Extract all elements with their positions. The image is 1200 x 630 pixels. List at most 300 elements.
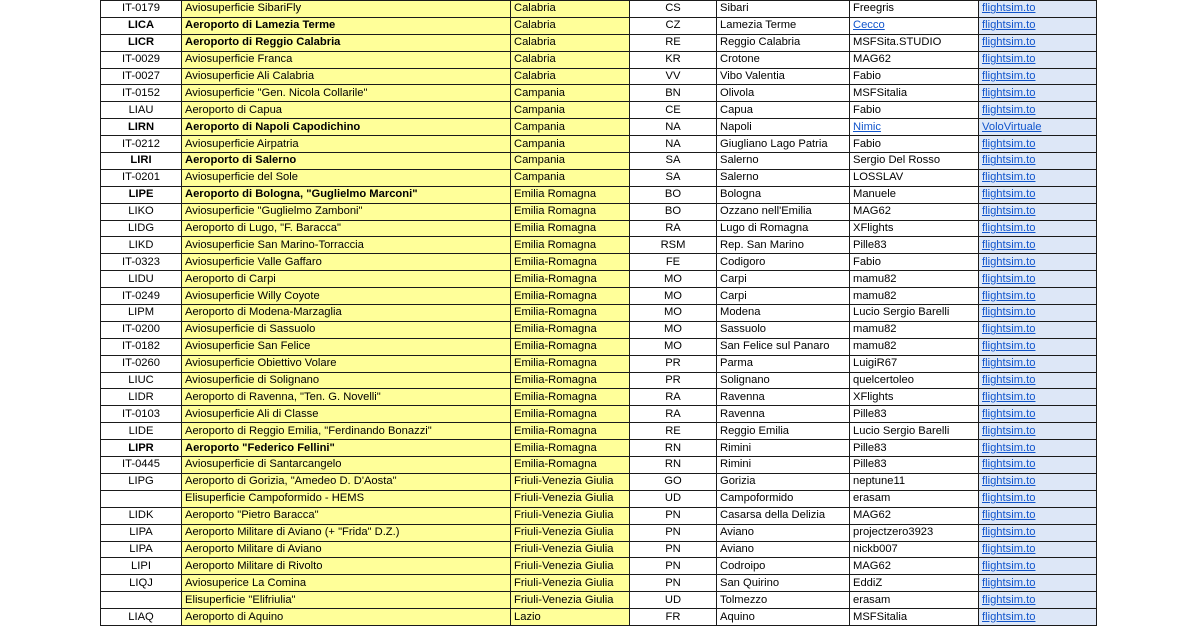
icao-cell: IT-0200: [101, 321, 182, 338]
download-link[interactable]: flightsim.to: [982, 19, 1036, 32]
table-row: [101, 490, 1097, 507]
icao-cell: IT-0027: [101, 68, 182, 85]
province-cell: MO: [630, 288, 717, 305]
city-cell: Ozzano nell'Emilia: [717, 203, 850, 220]
icao-cell: LIPI: [101, 558, 182, 575]
author-cell: MAG62: [850, 507, 979, 524]
table-row: [101, 186, 1097, 203]
city-cell: Salerno: [717, 153, 850, 170]
table-row: [101, 203, 1097, 220]
download-link-cell: [979, 85, 1097, 102]
icao-cell: LIDE: [101, 423, 182, 440]
download-link[interactable]: flightsim.to: [982, 492, 1036, 505]
city-cell: Reggio Emilia: [717, 423, 850, 440]
author-cell: nickb007: [850, 541, 979, 558]
download-link-cell: [979, 490, 1097, 507]
city-cell: Aviano: [717, 541, 850, 558]
author-cell: LuigiR67: [850, 355, 979, 372]
download-link[interactable]: flightsim.to: [982, 272, 1036, 285]
airport-name-cell: Aeroporto di Aquino: [182, 609, 511, 626]
download-link[interactable]: flightsim.to: [982, 475, 1036, 488]
icao-cell: IT-0182: [101, 338, 182, 355]
download-link[interactable]: flightsim.to: [982, 103, 1036, 116]
download-link[interactable]: flightsim.to: [982, 70, 1036, 82]
region-cell: Calabria: [511, 17, 630, 34]
table-row: [101, 440, 1097, 457]
author-cell: projectzero3923: [850, 524, 979, 541]
city-cell: Reggio Calabria: [717, 34, 850, 51]
airport-name-cell: Aeroporto di Lamezia Terme: [182, 17, 511, 34]
province-cell: BN: [630, 85, 717, 102]
download-link[interactable]: flightsim.to: [982, 86, 1036, 99]
author-cell: MSFSitalia: [850, 85, 979, 102]
airport-name-cell: Aviosuperficie Ali Calabria: [182, 68, 511, 85]
author-cell: EddiZ: [850, 575, 979, 592]
airport-name-cell: Aviosuperficie di Solignano: [182, 372, 511, 389]
author-cell: MAG62: [850, 51, 979, 68]
download-link-cell: [979, 102, 1097, 119]
icao-cell: IT-0260: [101, 355, 182, 372]
airport-name-cell: Aeroporto di Salerno: [182, 153, 511, 170]
author-cell: Fabio: [850, 136, 979, 153]
region-cell: Campania: [511, 169, 630, 186]
download-link-cell: [979, 186, 1097, 203]
city-cell: Carpi: [717, 288, 850, 305]
region-cell: Emilia Romagna: [511, 237, 630, 254]
download-link[interactable]: flightsim.to: [982, 340, 1036, 353]
table-row: [101, 85, 1097, 102]
table-row: [101, 102, 1097, 119]
download-link-cell: [979, 423, 1097, 440]
city-cell: Crotone: [717, 51, 850, 68]
region-cell: Emilia-Romagna: [511, 406, 630, 423]
airport-name-cell: Aeroporto Militare di Aviano (+ "Frida" D.Z.): [182, 524, 511, 541]
table-row: [101, 473, 1097, 490]
icao-cell: LIPG: [101, 473, 182, 490]
region-cell: Campania: [511, 153, 630, 170]
author-cell: MAG62: [850, 203, 979, 220]
table-row: [101, 609, 1097, 626]
icao-cell: IT-0029: [101, 51, 182, 68]
airport-name-cell: Aviosuperficie "Gen. Nicola Collarile": [182, 85, 511, 102]
download-link[interactable]: flightsim.to: [982, 526, 1036, 539]
province-cell: UD: [630, 592, 717, 609]
download-link-cell: [979, 592, 1097, 609]
table-row: [101, 305, 1097, 322]
province-cell: MO: [630, 305, 717, 322]
city-cell: Sibari: [717, 1, 850, 18]
airport-name-cell: Aviosuperficie Franca: [182, 51, 511, 68]
download-link-cell: [979, 406, 1097, 423]
city-cell: San Felice sul Panaro: [717, 338, 850, 355]
city-cell: Modena: [717, 305, 850, 322]
airport-name-cell: Aeroporto Militare di Aviano: [182, 541, 511, 558]
icao-cell: LIAQ: [101, 609, 182, 626]
city-cell: Codigoro: [717, 254, 850, 271]
region-cell: Emilia-Romagna: [511, 305, 630, 322]
province-cell: RE: [630, 423, 717, 440]
region-cell: Campania: [511, 85, 630, 102]
author-cell: mamu82: [850, 321, 979, 338]
province-cell: MO: [630, 321, 717, 338]
author-cell: MSFSita.STUDIO: [850, 34, 979, 51]
author-cell: MSFSitalia: [850, 609, 979, 626]
airport-name-cell: Aeroporto di Capua: [182, 102, 511, 119]
airport-name-cell: Aeroporto di Bologna, "Guglielmo Marconi": [182, 186, 511, 203]
download-link-cell: [979, 169, 1097, 186]
author-cell: LOSSLAV: [850, 169, 979, 186]
table-row: [101, 321, 1097, 338]
download-link[interactable]: flightsim.to: [982, 458, 1036, 471]
table-row: [101, 119, 1097, 136]
region-cell: Emilia-Romagna: [511, 288, 630, 305]
author-cell: mamu82: [850, 271, 979, 288]
table-row: [101, 68, 1097, 85]
icao-cell: LIKO: [101, 203, 182, 220]
icao-cell: LICA: [101, 17, 182, 34]
province-cell: PN: [630, 524, 717, 541]
download-link[interactable]: flightsim.to: [982, 559, 1036, 572]
airport-name-cell: Aeroporto di Reggio Emilia, "Ferdinando Bonazzi": [182, 423, 511, 440]
city-cell: Rimini: [717, 440, 850, 457]
download-link-cell: [979, 440, 1097, 457]
region-cell: Emilia-Romagna: [511, 440, 630, 457]
city-cell: Rep. San Marino: [717, 237, 850, 254]
download-link-cell: [979, 271, 1097, 288]
province-cell: PN: [630, 507, 717, 524]
download-link-cell: [979, 68, 1097, 85]
table-row: [101, 1, 1097, 18]
download-link-cell: [979, 389, 1097, 406]
download-link-cell: [979, 34, 1097, 51]
airport-name-cell: Elisuperficie Campoformido - HEMS: [182, 490, 511, 507]
province-cell: RSM: [630, 237, 717, 254]
table-row: [101, 51, 1097, 68]
download-link[interactable]: flightsim.to: [982, 205, 1036, 218]
author-cell: Lucio Sergio Barelli: [850, 305, 979, 322]
table-row: [101, 406, 1097, 423]
region-cell: Emilia-Romagna: [511, 355, 630, 372]
province-cell: PN: [630, 541, 717, 558]
region-cell: Campania: [511, 136, 630, 153]
author-cell: Lucio Sergio Barelli: [850, 423, 979, 440]
download-link[interactable]: flightsim.to: [982, 509, 1036, 522]
download-link[interactable]: flightsim.to: [982, 441, 1036, 454]
download-link-cell: [979, 305, 1097, 322]
airport-name-cell: Aviosuperice La Comina: [182, 575, 511, 592]
city-cell: Solignano: [717, 372, 850, 389]
region-cell: Friuli-Venezia Giulia: [511, 558, 630, 575]
download-link-cell: [979, 609, 1097, 626]
city-cell: Codroipo: [717, 558, 850, 575]
download-link-cell: [979, 473, 1097, 490]
author-cell: erasam: [850, 592, 979, 609]
province-cell: SA: [630, 169, 717, 186]
province-cell: RA: [630, 220, 717, 237]
city-cell: Giugliano Lago Patria: [717, 136, 850, 153]
city-cell: San Quirino: [717, 575, 850, 592]
download-link[interactable]: flightsim.to: [982, 188, 1036, 201]
city-cell: Sassuolo: [717, 321, 850, 338]
airport-name-cell: Aviosuperficie Valle Gaffaro: [182, 254, 511, 271]
province-cell: MO: [630, 338, 717, 355]
city-cell: Bologna: [717, 186, 850, 203]
region-cell: Lazio: [511, 609, 630, 626]
author-cell: Pille83: [850, 406, 979, 423]
city-cell: Casarsa della Delizia: [717, 507, 850, 524]
province-cell: PR: [630, 355, 717, 372]
table-row: [101, 136, 1097, 153]
province-cell: VV: [630, 68, 717, 85]
table-row: [101, 541, 1097, 558]
province-cell: RN: [630, 440, 717, 457]
city-cell: Capua: [717, 102, 850, 119]
icao-cell: LIDK: [101, 507, 182, 524]
author-cell: Fabio: [850, 254, 979, 271]
airport-name-cell: Aeroporto di Carpi: [182, 271, 511, 288]
download-link[interactable]: flightsim.to: [982, 374, 1036, 387]
download-link[interactable]: flightsim.to: [982, 2, 1036, 15]
airport-name-cell: Aeroporto "Federico Fellini": [182, 440, 511, 457]
author-cell: mamu82: [850, 288, 979, 305]
author-cell: Pille83: [850, 440, 979, 457]
download-link-cell: [979, 254, 1097, 271]
airport-name-cell: Aviosuperficie Obiettivo Volare: [182, 355, 511, 372]
download-link[interactable]: flightsim.to: [982, 390, 1036, 403]
icao-cell: LIKD: [101, 237, 182, 254]
author-cell: Freegris: [850, 1, 979, 18]
download-link-cell: [979, 220, 1097, 237]
author-cell: Fabio: [850, 68, 979, 85]
author-cell: quelcertoleo: [850, 372, 979, 389]
download-link[interactable]: flightsim.to: [982, 53, 1036, 66]
icao-cell: IT-0179: [101, 1, 182, 18]
download-link[interactable]: flightsim.to: [982, 593, 1036, 606]
author-cell: neptune11: [850, 473, 979, 490]
region-cell: Friuli-Venezia Giulia: [511, 507, 630, 524]
airport-name-cell: Aeroporto di Gorizia, "Amedeo D. D'Aosta": [182, 473, 511, 490]
region-cell: Emilia-Romagna: [511, 457, 630, 474]
table-row: [101, 271, 1097, 288]
icao-cell: IT-0323: [101, 254, 182, 271]
table-row: [101, 34, 1097, 51]
table-row: [101, 355, 1097, 372]
city-cell: Aviano: [717, 524, 850, 541]
icao-cell: LIPE: [101, 186, 182, 203]
author-cell: [850, 17, 979, 34]
download-link[interactable]: flightsim.to: [982, 171, 1036, 184]
download-link-cell: [979, 153, 1097, 170]
author-cell: MAG62: [850, 558, 979, 575]
province-cell: RA: [630, 406, 717, 423]
table-row: [101, 169, 1097, 186]
download-link-cell: [979, 457, 1097, 474]
download-link[interactable]: flightsim.to: [982, 36, 1036, 49]
download-link-cell: [979, 237, 1097, 254]
region-cell: Friuli-Venezia Giulia: [511, 524, 630, 541]
city-cell: Salerno: [717, 169, 850, 186]
icao-cell: LIDG: [101, 220, 182, 237]
province-cell: GO: [630, 473, 717, 490]
icao-cell: IT-0445: [101, 457, 182, 474]
download-link-cell: [979, 355, 1097, 372]
download-link-cell: [979, 524, 1097, 541]
icao-cell: LIQJ: [101, 575, 182, 592]
download-link[interactable]: flightsim.to: [982, 576, 1036, 589]
icao-cell: LIPR: [101, 440, 182, 457]
region-cell: Campania: [511, 119, 630, 136]
table-row: [101, 338, 1097, 355]
download-link[interactable]: flightsim.to: [982, 323, 1036, 336]
city-cell: Campoformido: [717, 490, 850, 507]
airport-name-cell: Aviosuperficie "Guglielmo Zamboni": [182, 203, 511, 220]
region-cell: Emilia Romagna: [511, 220, 630, 237]
region-cell: Friuli-Venezia Giulia: [511, 473, 630, 490]
download-link-cell: [979, 1, 1097, 18]
city-cell: Ravenna: [717, 406, 850, 423]
icao-cell: LIPA: [101, 524, 182, 541]
table-row: [101, 592, 1097, 609]
icao-cell: LIUC: [101, 372, 182, 389]
download-link[interactable]: flightsim.to: [982, 357, 1036, 370]
icao-cell: LIAU: [101, 102, 182, 119]
author-cell: Sergio Del Rosso: [850, 153, 979, 170]
download-link[interactable]: flightsim.to: [982, 222, 1036, 235]
city-cell: Ravenna: [717, 389, 850, 406]
download-link[interactable]: flightsim.to: [982, 238, 1036, 251]
author-link[interactable]: Nimic: [853, 120, 881, 133]
icao-cell: LIRN: [101, 119, 182, 136]
city-cell: Tolmezzo: [717, 592, 850, 609]
author-cell: [850, 119, 979, 136]
airport-name-cell: Aviosuperficie Ali di Classe: [182, 406, 511, 423]
table-row: [101, 524, 1097, 541]
region-cell: Emilia-Romagna: [511, 321, 630, 338]
province-cell: CS: [630, 1, 717, 18]
airport-name-cell: Aviosuperficie San Marino-Torraccia: [182, 237, 511, 254]
table-row: [101, 507, 1097, 524]
download-link-cell: [979, 288, 1097, 305]
province-cell: RE: [630, 34, 717, 51]
download-link[interactable]: flightsim.to: [982, 306, 1036, 319]
download-link[interactable]: flightsim.to: [982, 289, 1036, 302]
icao-cell: IT-0249: [101, 288, 182, 305]
region-cell: Friuli-Venezia Giulia: [511, 490, 630, 507]
author-link[interactable]: Cecco: [853, 19, 885, 32]
province-cell: BO: [630, 203, 717, 220]
airport-name-cell: Aviosuperficie del Sole: [182, 169, 511, 186]
download-link[interactable]: flightsim.to: [982, 424, 1036, 437]
province-cell: NA: [630, 119, 717, 136]
province-cell: SA: [630, 153, 717, 170]
download-link-cell: [979, 136, 1097, 153]
icao-cell: IT-0103: [101, 406, 182, 423]
province-cell: BO: [630, 186, 717, 203]
table-row: [101, 237, 1097, 254]
table-row: [101, 457, 1097, 474]
table-row: [101, 575, 1097, 592]
airport-name-cell: Elisuperficie "Elifriulia": [182, 592, 511, 609]
province-cell: CE: [630, 102, 717, 119]
download-link[interactable]: flightsim.to: [982, 407, 1036, 420]
airport-name-cell: Aviosuperficie di Sassuolo: [182, 321, 511, 338]
download-link[interactable]: flightsim.to: [982, 137, 1036, 150]
province-cell: FE: [630, 254, 717, 271]
province-cell: CZ: [630, 17, 717, 34]
region-cell: Calabria: [511, 51, 630, 68]
table-row: [101, 423, 1097, 440]
table-row: [101, 220, 1097, 237]
city-cell: Carpi: [717, 271, 850, 288]
province-cell: RN: [630, 457, 717, 474]
table-row: [101, 558, 1097, 575]
download-link-cell: [979, 203, 1097, 220]
airport-name-cell: Aeroporto di Lugo, "F. Baracca": [182, 220, 511, 237]
download-link[interactable]: flightsim.to: [982, 610, 1036, 623]
download-link-cell: [979, 372, 1097, 389]
region-cell: Emilia-Romagna: [511, 254, 630, 271]
region-cell: Emilia Romagna: [511, 203, 630, 220]
author-cell: Fabio: [850, 102, 979, 119]
province-cell: PN: [630, 575, 717, 592]
airport-name-cell: Aeroporto di Modena-Marzaglia: [182, 305, 511, 322]
icao-cell: IT-0201: [101, 169, 182, 186]
province-cell: KR: [630, 51, 717, 68]
region-cell: Friuli-Venezia Giulia: [511, 541, 630, 558]
download-link-cell: [979, 17, 1097, 34]
province-cell: PN: [630, 558, 717, 575]
icao-cell: LIDU: [101, 271, 182, 288]
download-link-cell: [979, 507, 1097, 524]
city-cell: Lamezia Terme: [717, 17, 850, 34]
icao-cell: LIDR: [101, 389, 182, 406]
icao-cell: LIRI: [101, 153, 182, 170]
download-link[interactable]: VoloVirtuale: [982, 120, 1042, 133]
download-link-cell: [979, 119, 1097, 136]
region-cell: Calabria: [511, 34, 630, 51]
city-cell: Lugo di Romagna: [717, 220, 850, 237]
icao-cell: IT-0152: [101, 85, 182, 102]
table-row: [101, 153, 1097, 170]
airport-name-cell: Aeroporto di Ravenna, "Ten. G. Novelli": [182, 389, 511, 406]
author-cell: Pille83: [850, 237, 979, 254]
table-row: [101, 389, 1097, 406]
airport-name-cell: Aeroporto di Napoli Capodichino: [182, 119, 511, 136]
download-link[interactable]: flightsim.to: [982, 154, 1036, 167]
author-cell: erasam: [850, 490, 979, 507]
city-cell: Vibo Valentia: [717, 68, 850, 85]
download-link[interactable]: flightsim.to: [982, 542, 1036, 555]
region-cell: Campania: [511, 102, 630, 119]
region-cell: Emilia-Romagna: [511, 271, 630, 288]
table-row: [101, 288, 1097, 305]
province-cell: FR: [630, 609, 717, 626]
author-cell: XFlights: [850, 220, 979, 237]
region-cell: Emilia-Romagna: [511, 372, 630, 389]
author-cell: mamu82: [850, 338, 979, 355]
download-link-cell: [979, 541, 1097, 558]
city-cell: Rimini: [717, 457, 850, 474]
icao-cell: [101, 490, 182, 507]
airport-name-cell: Aeroporto Militare di Rivolto: [182, 558, 511, 575]
download-link[interactable]: flightsim.to: [982, 255, 1036, 268]
region-cell: Emilia Romagna: [511, 186, 630, 203]
download-link-cell: [979, 321, 1097, 338]
table-row: [101, 17, 1097, 34]
download-link-cell: [979, 51, 1097, 68]
download-link-cell: [979, 575, 1097, 592]
airports-sheet: [100, 0, 1097, 626]
